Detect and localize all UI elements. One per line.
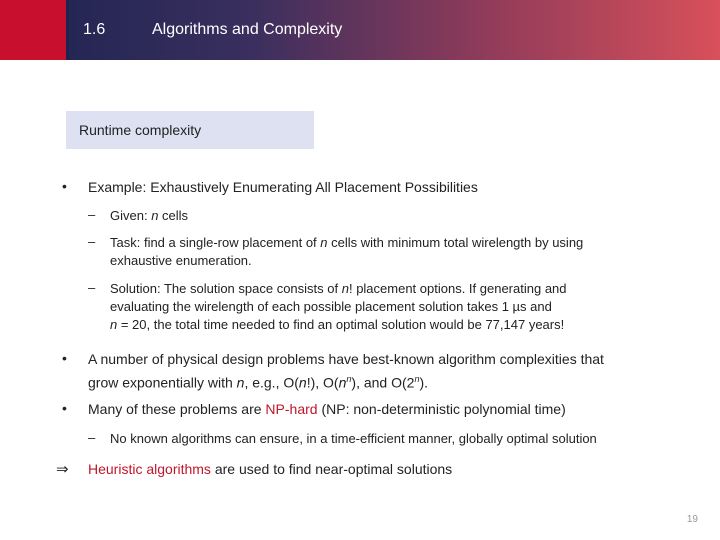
text: = 20, the total time needed to find an optimal solution would be 77,147 years!	[117, 317, 565, 332]
bullet-icon: •	[62, 400, 67, 416]
bullet-3-sub-1: No known algorithms can ensure, in a time-efficient manner, globally optimal solution	[110, 431, 597, 446]
section-number: 1.6	[83, 21, 106, 38]
text: ).	[419, 374, 429, 391]
conclusion	[88, 460, 452, 479]
bullet-2-line-2	[88, 370, 428, 392]
bullet-icon: •	[62, 350, 67, 366]
bullet-1-sub-2	[110, 234, 583, 252]
bullet-1-sub-3	[110, 280, 567, 298]
math-var: n	[298, 374, 307, 391]
math-var: n	[338, 374, 347, 391]
text: (NP: non-deterministic polynomial time)	[317, 401, 566, 417]
bullet-2: A number of physical design problems have best-known algorithm complexities that	[88, 351, 604, 367]
dash-icon: –	[88, 234, 96, 249]
bullet-1-sub-1	[110, 207, 188, 225]
math-var: n	[236, 374, 245, 391]
bullet-1: Example: Exhaustively Enumerating All Placement Possibilities	[88, 179, 478, 195]
text: , e.g., O(	[244, 374, 299, 391]
bullet-1-sub-3-line-3	[110, 316, 564, 334]
text: are used to find near-optimal solutions	[210, 461, 453, 477]
math-var: n	[346, 374, 352, 384]
text: cells with minimum total wirelength by using	[327, 235, 584, 250]
slide-title: Algorithms and Complexity	[152, 21, 343, 38]
text: ), and O(2	[351, 374, 415, 391]
bullet-3	[88, 400, 566, 419]
highlight: NP-hard	[265, 401, 318, 417]
text: !), O(	[306, 374, 339, 391]
highlight: Heuristic algorithms	[88, 461, 211, 477]
implies-icon: ⇒	[56, 461, 69, 478]
math-var: n	[414, 374, 420, 384]
text: ! placement options. If generating and	[348, 281, 567, 296]
text: Solution: The solution space consists of	[110, 281, 342, 296]
text: cells	[158, 208, 189, 223]
math-var: n	[151, 208, 159, 223]
bullet-icon: •	[62, 178, 67, 194]
bullet-1-sub-3-line-2: evaluating the wirelength of each possible placement solution takes 1 µs and	[110, 299, 552, 314]
math-var: n	[320, 235, 328, 250]
math-var: n	[110, 317, 118, 332]
subtitle: Runtime complexity	[79, 122, 202, 138]
text: Task: find a single-row placement of	[110, 235, 321, 250]
bullet-1-sub-2-line-2: exhaustive enumeration.	[110, 253, 252, 268]
page-number: 19	[686, 514, 698, 525]
math-var: n	[341, 281, 349, 296]
dash-icon: –	[88, 280, 96, 295]
dash-icon: –	[88, 430, 96, 445]
dash-icon: –	[88, 207, 96, 222]
text: grow exponentially with	[88, 374, 237, 391]
text: Many of these problems are	[88, 401, 266, 417]
text: Given:	[110, 208, 152, 223]
